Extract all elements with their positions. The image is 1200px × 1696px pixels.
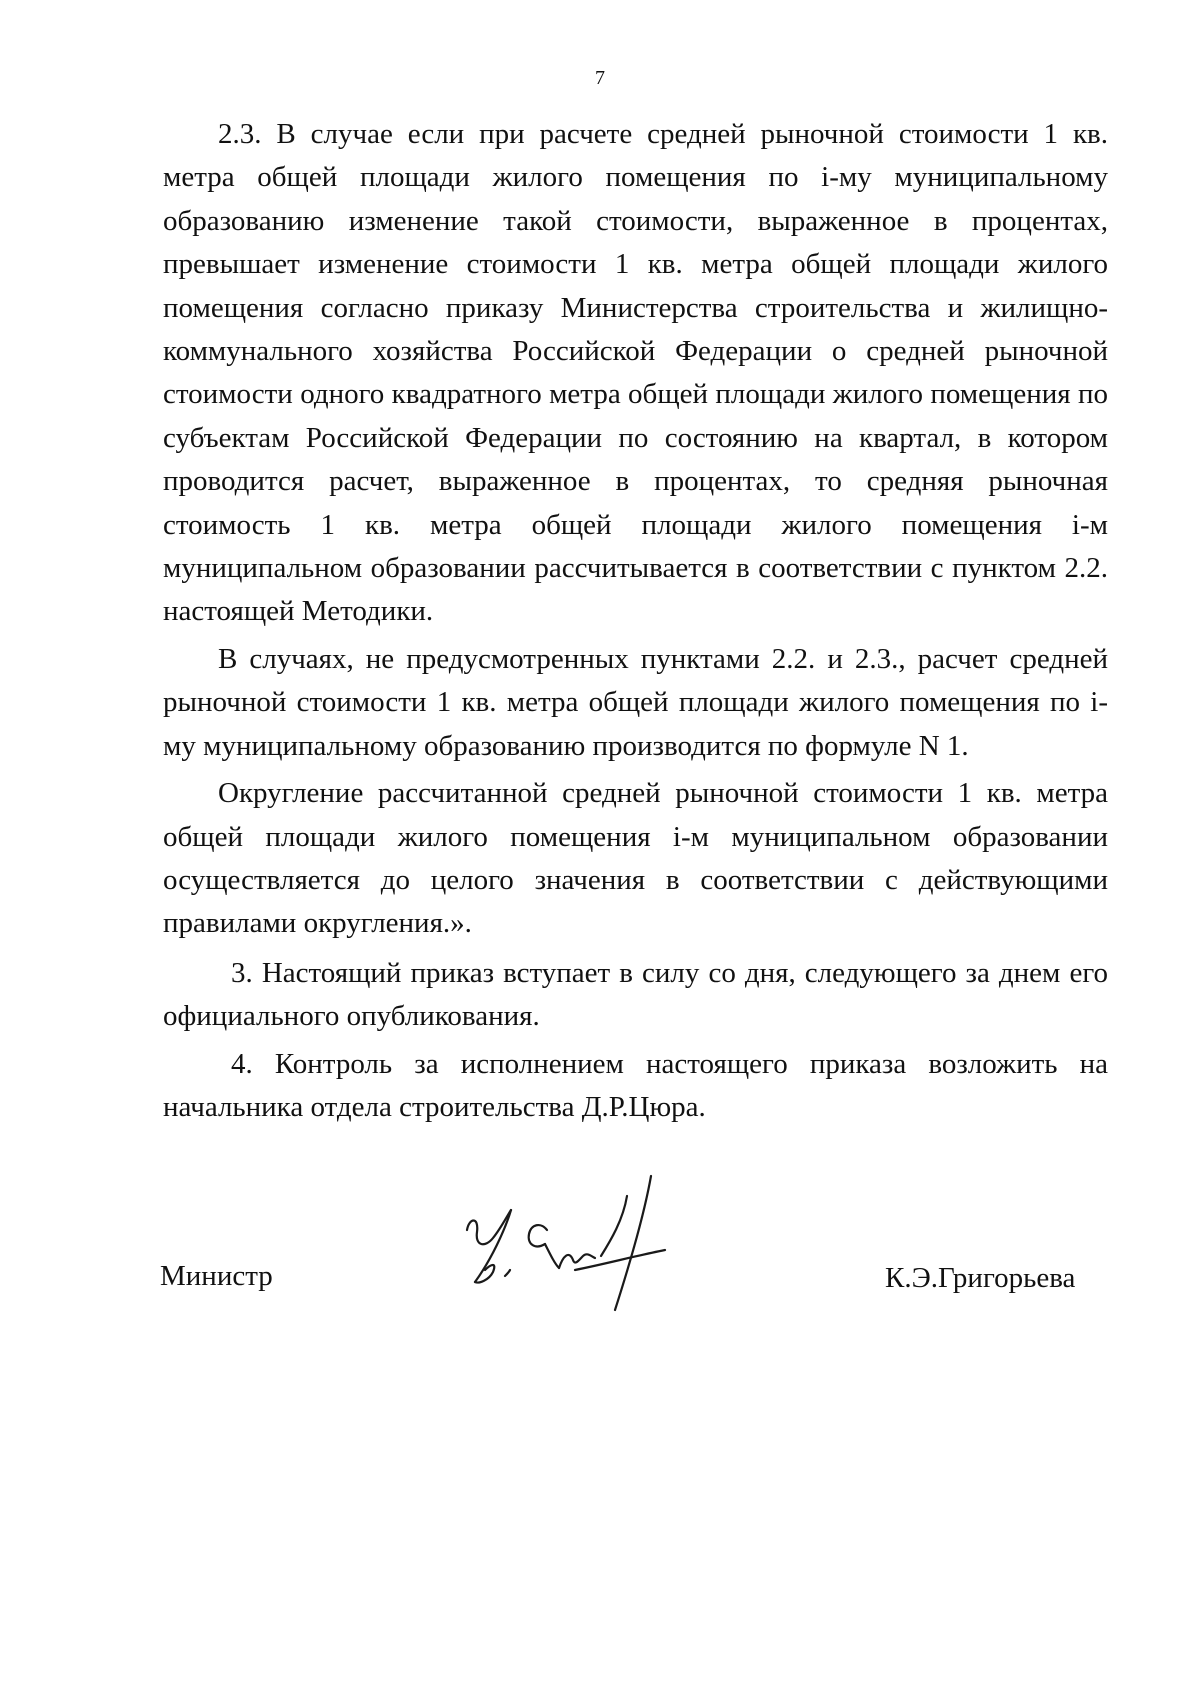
handwritten-signature xyxy=(455,1160,705,1330)
signature-drawing xyxy=(455,1160,705,1330)
document-body xyxy=(163,113,1108,1133)
paragraph-item-3: 3. Настоящий приказ вступает в силу со дня, следующего за днем его официального опубликования. xyxy=(163,956,1108,1033)
page-number: 7 xyxy=(595,67,605,89)
paragraph-clause-2-3: 2.3. В случае если при расчете средней рыночной стоимости 1 кв. метра общей площади жилого помещения по i-му муниципальному образованию изменение такой стоимости, выраженное в процентах, превышает изменение стоимости 1 кв. метра общей площади жилого помещения согласно приказу Министерства строительства и жилищно-коммунального хозяйства Российской Федерации о средней рыночной стоимости одного квадратного метра общей площади жилого помещения по субъектам Российской Федерации по состоянию на квартал, в котором проводится расчет, выраженное в процентах, то средняя рыночная стоимость 1 кв. метра общей площади жилого помещения i-м муниципальном образовании рассчитывается в соответствии с пунктом 2.2. настоящей Методики. xyxy=(163,118,1108,628)
paragraph-other-cases: В случаях, не предусмотренных пунктами 2.2. и 2.3., расчет средней рыночной стоимости 1 кв. метра общей площади жилого помещения по i-му муниципальному образованию производится по формуле N 1. xyxy=(163,642,1108,762)
signer-name: К.Э.Григорьева xyxy=(885,1262,1076,1294)
paragraph-item-4: 4. Контроль за исполнением настоящего приказа возложить на начальника отдела строительства Д.Р.Цюра. xyxy=(163,1047,1108,1123)
paragraph-rounding: Округление рассчитанной средней рыночной стоимости 1 кв. метра общей площади жилого помещения i-м муниципальном образовании осуществляется до целого значения в соответствии с действующими правилами округления.». xyxy=(163,777,1108,940)
signature-block xyxy=(0,1160,1200,1330)
signer-position: Министр xyxy=(160,1260,273,1292)
